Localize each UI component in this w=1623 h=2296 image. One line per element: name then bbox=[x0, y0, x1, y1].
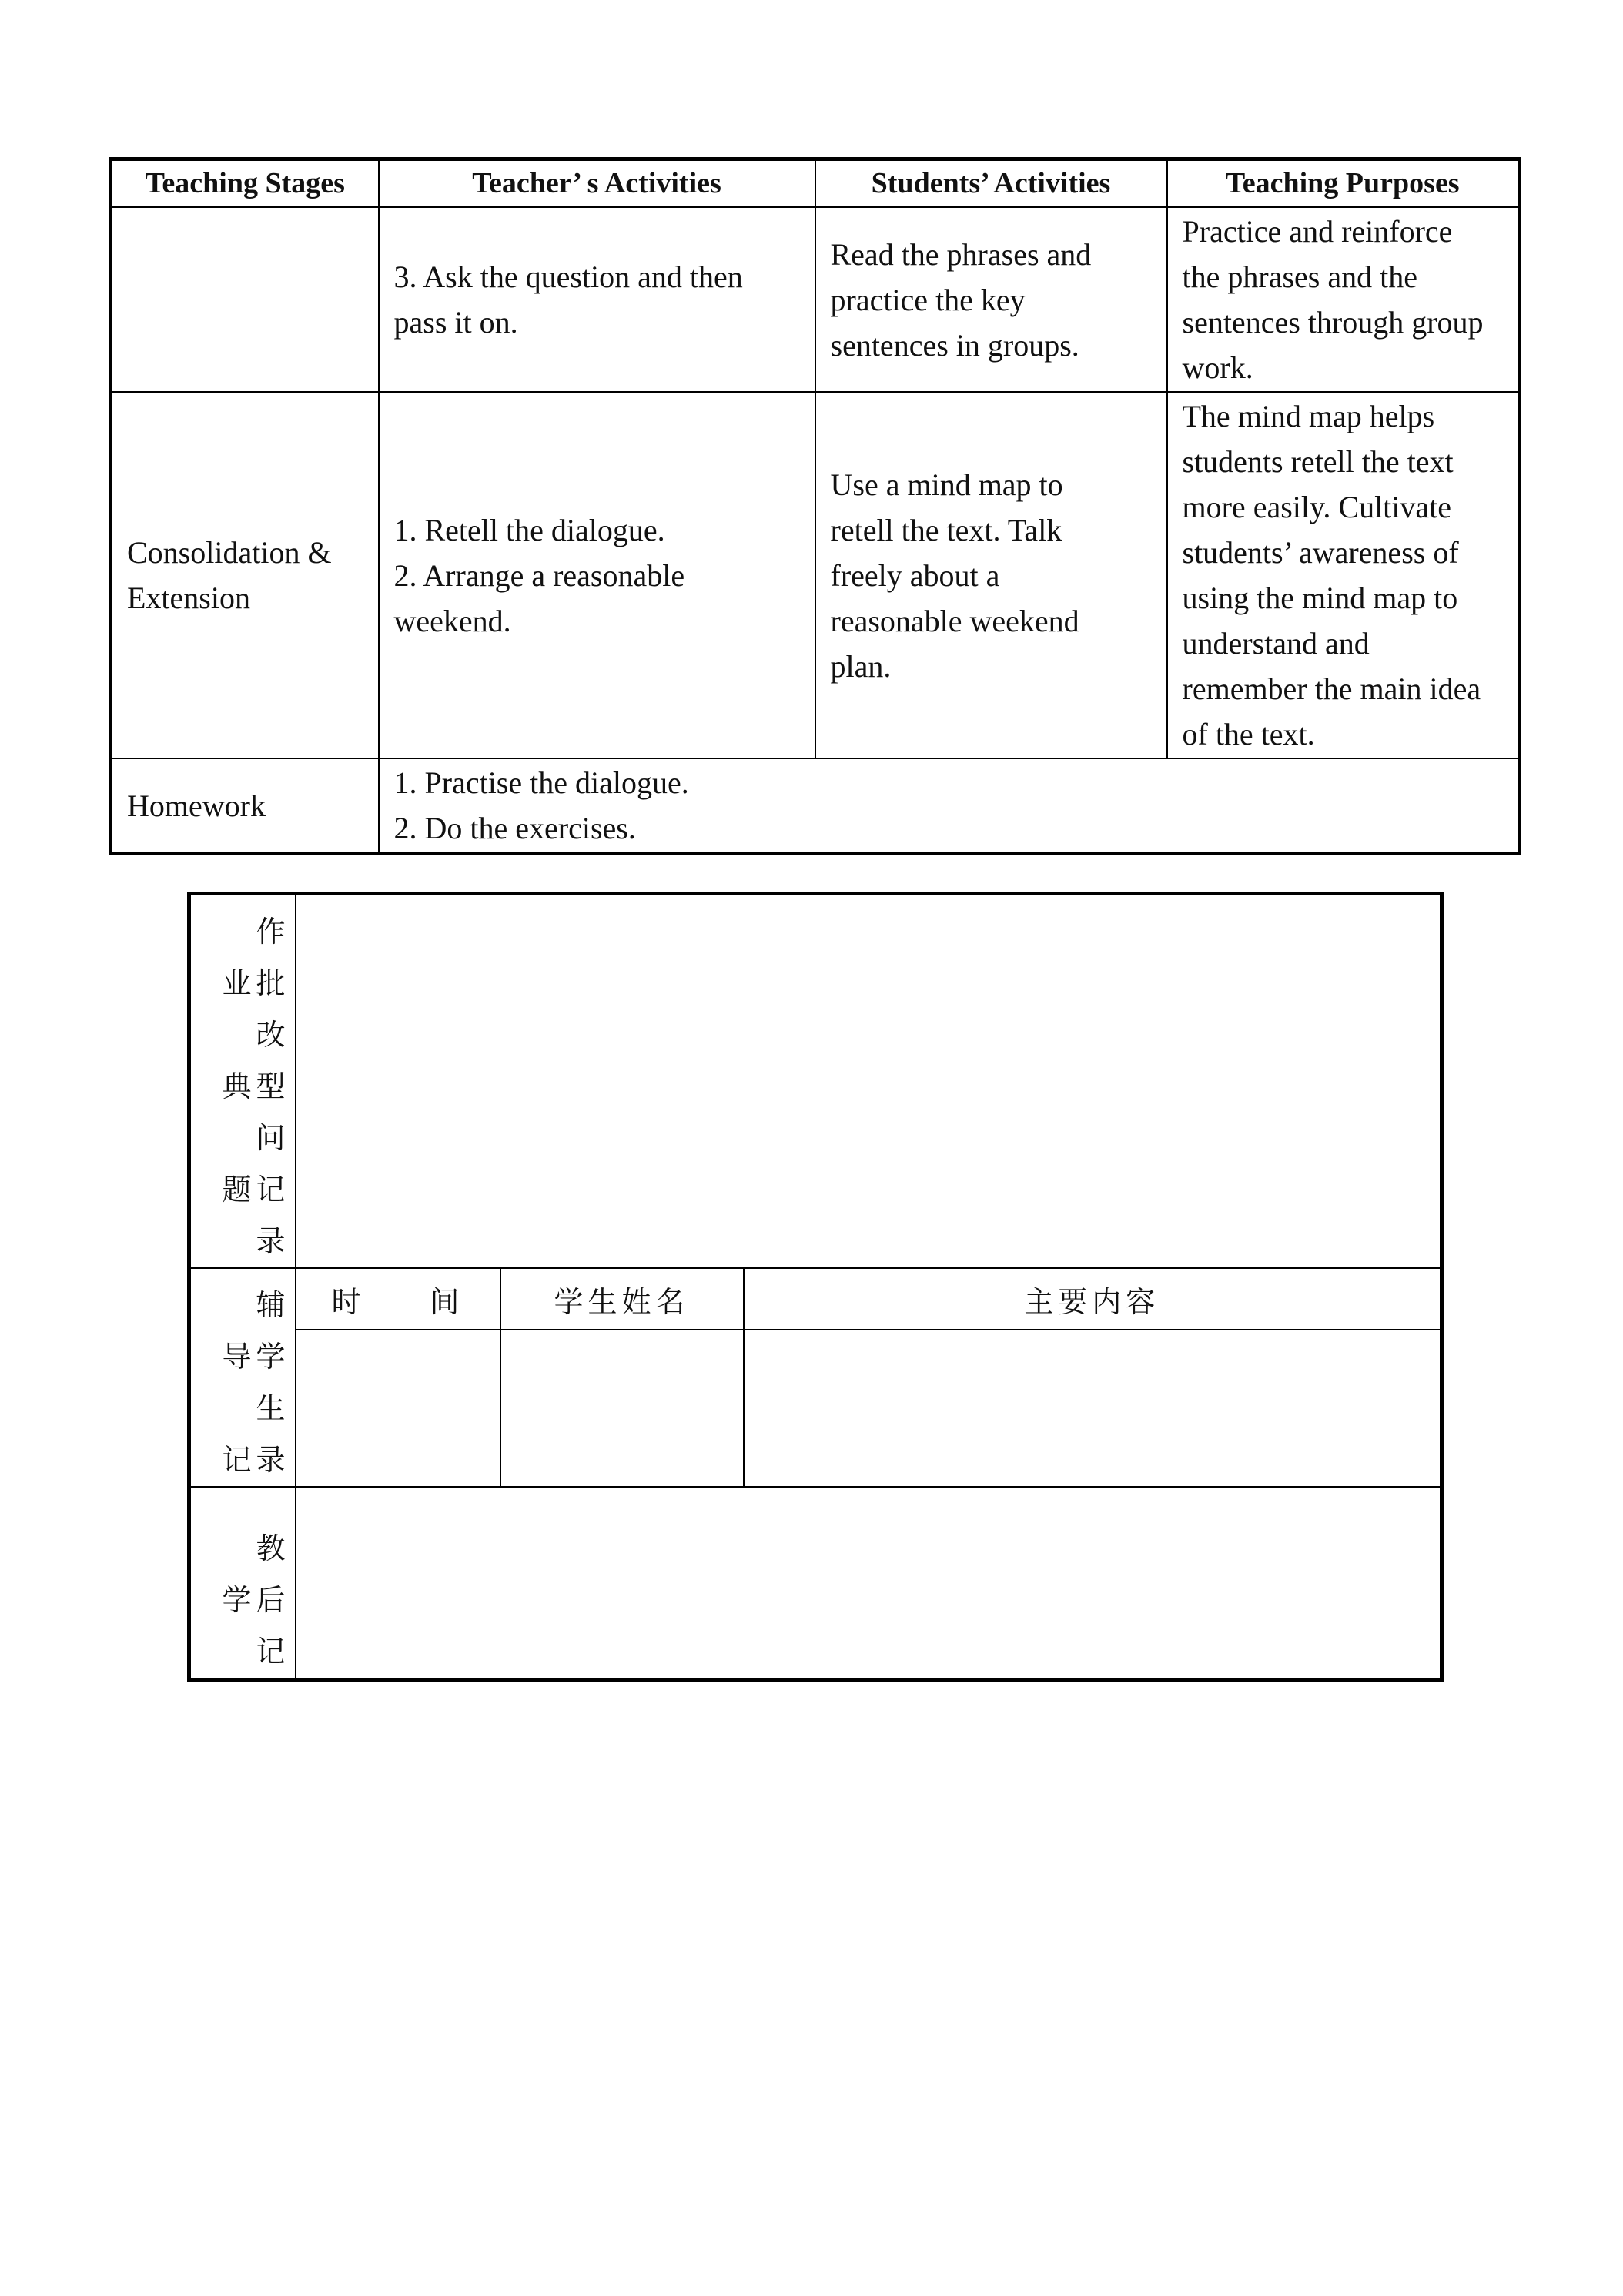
teaching-reflection-label: 教 学后记 bbox=[189, 1487, 296, 1680]
teaching-reflection-field[interactable] bbox=[296, 1487, 1442, 1680]
header-teaching-stages: Teaching Stages bbox=[111, 159, 379, 208]
homework-correction-label: 作 业批改 典型问 题记录 bbox=[189, 894, 296, 1269]
lesson-plan-table bbox=[109, 157, 1521, 855]
homework-correction-row bbox=[189, 894, 1442, 1269]
stage-cell bbox=[111, 207, 379, 392]
students-activities-cell: Read the phrases and practice the key sentences in groups. bbox=[815, 207, 1167, 392]
record-table bbox=[187, 892, 1444, 1682]
header-teaching-purposes: Teaching Purposes bbox=[1167, 159, 1520, 208]
homework-row bbox=[111, 758, 1520, 854]
teacher-activities-cell: 3. Ask the question and then pass it on. bbox=[379, 207, 815, 392]
tutoring-label: 辅 导学生 记录 bbox=[189, 1268, 296, 1487]
student-name-field[interactable] bbox=[500, 1330, 744, 1487]
main-content-field[interactable] bbox=[744, 1330, 1442, 1487]
time-field[interactable] bbox=[296, 1330, 500, 1487]
teacher-activities-cell: 1. Retell the dialogue. 2. Arrange a reasonable weekend. bbox=[379, 392, 815, 758]
main-content-header: 主要内容 bbox=[744, 1268, 1442, 1330]
header-teacher-activities: Teacher’ s Activities bbox=[379, 159, 815, 208]
time-header: 时 间 bbox=[296, 1268, 500, 1330]
teaching-purposes-cell: The mind map helps students retell the text more easily. Cultivate students’ awareness of using the mind map to understand and remember the main idea of the text. bbox=[1167, 392, 1520, 758]
tutoring-entry-row bbox=[189, 1330, 1442, 1487]
table-row bbox=[111, 392, 1520, 758]
table-row bbox=[111, 207, 1520, 392]
tutoring-header-row bbox=[189, 1268, 1442, 1330]
student-name-header: 学生姓名 bbox=[500, 1268, 744, 1330]
homework-correction-field[interactable] bbox=[296, 894, 1442, 1269]
teaching-reflection-row bbox=[189, 1487, 1442, 1680]
header-students-activities: Students’ Activities bbox=[815, 159, 1167, 208]
students-activities-cell: Use a mind map to retell the text. Talk freely about a reasonable weekend plan. bbox=[815, 392, 1167, 758]
plan-header-row bbox=[111, 159, 1520, 208]
teaching-purposes-cell: Practice and reinforce the phrases and the sentences through group work. bbox=[1167, 207, 1520, 392]
homework-items-cell: 1. Practise the dialogue. 2. Do the exercises. bbox=[379, 758, 1520, 854]
homework-stage-cell: Homework bbox=[111, 758, 379, 854]
stage-cell: Consolidation & Extension bbox=[111, 392, 379, 758]
